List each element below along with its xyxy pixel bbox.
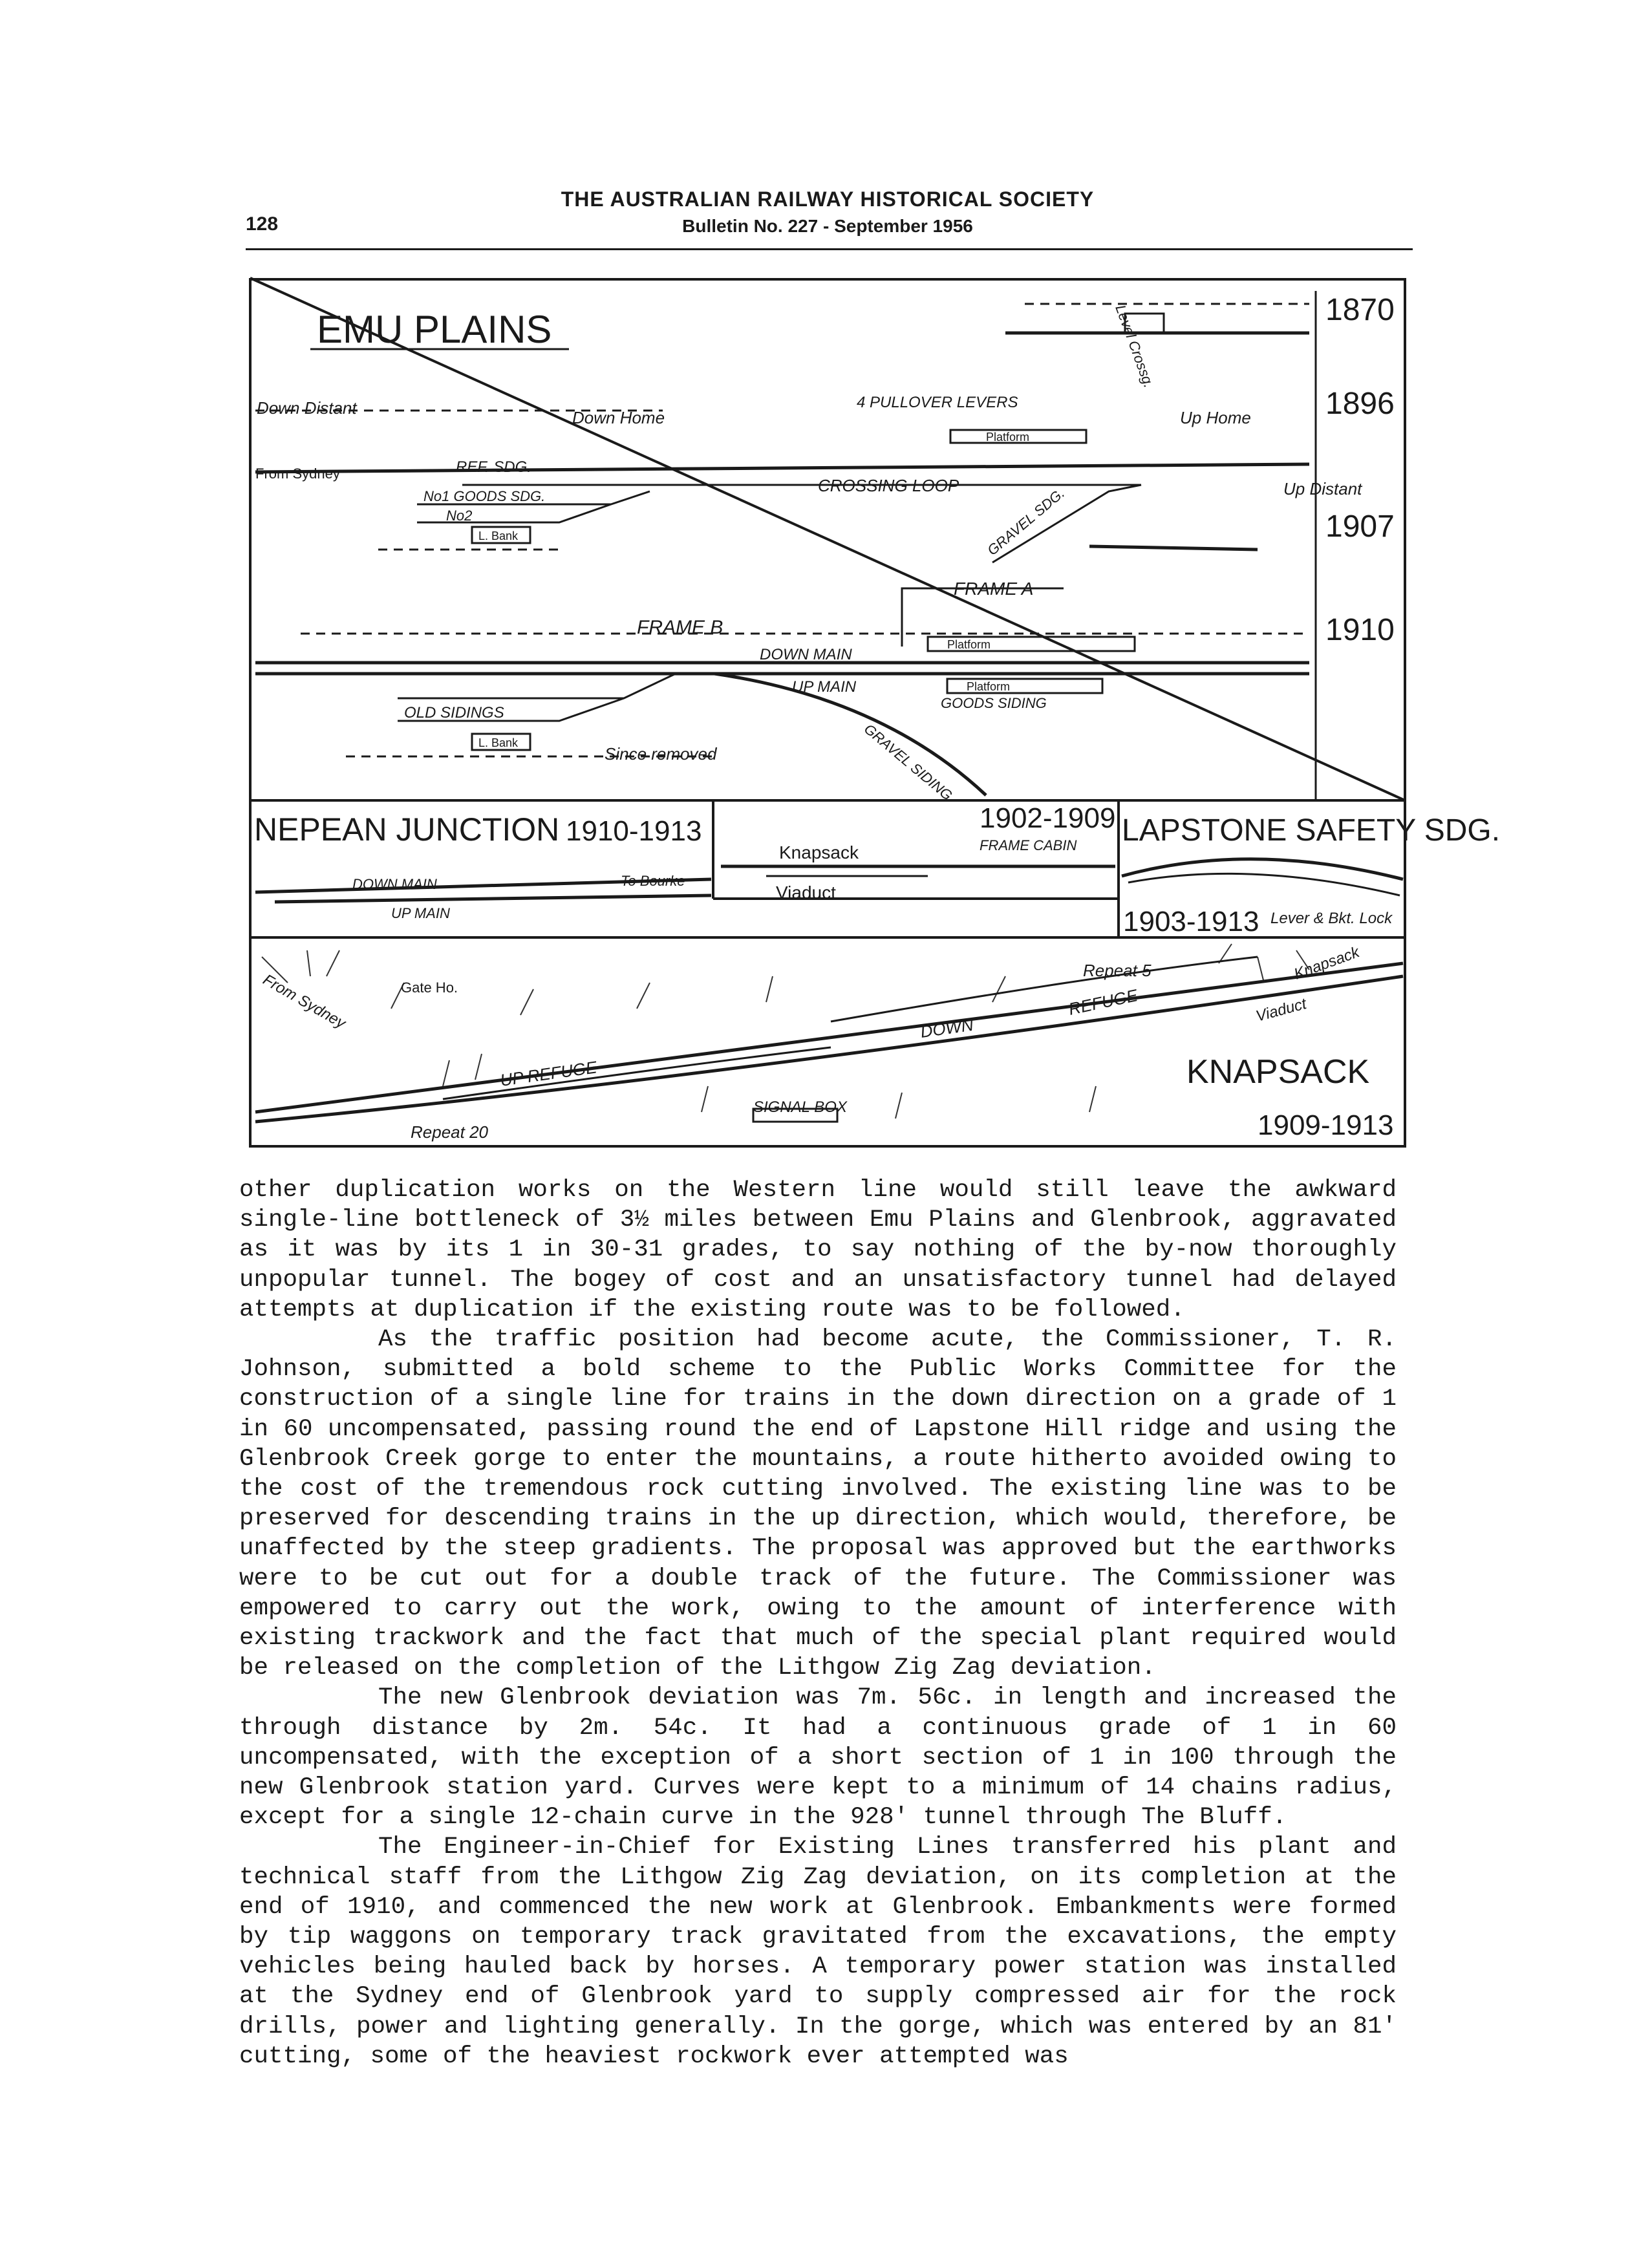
l-bank-label-1910: L. Bank xyxy=(478,736,519,749)
down-distant-label: Down Distant xyxy=(257,398,357,418)
from-sydney-label: From Sydney xyxy=(255,465,340,482)
bulletin-info: Bulletin No. 227 - September 1956 xyxy=(682,216,973,236)
ref-sdg-label: REF. SDG. xyxy=(456,458,531,476)
header-rule xyxy=(246,248,1413,250)
up-home-label: Up Home xyxy=(1180,408,1251,427)
refuge-label: REFUGE xyxy=(1067,985,1140,1019)
lapstone-main-track xyxy=(1122,859,1403,879)
level-crossing-1870: Level Crossg. xyxy=(1112,303,1157,390)
frame-b-label: FRAME B xyxy=(637,617,723,638)
year-1896: 1896 xyxy=(1325,387,1395,421)
crossing-loop-label: CROSSING LOOP xyxy=(818,476,959,495)
signal-box-label: SIGNAL BOX xyxy=(753,1098,847,1116)
up-main-label: UP MAIN xyxy=(792,678,857,696)
knapsack-years: 1909-1913 xyxy=(1258,1109,1394,1141)
gate-house-label: Gate Ho. xyxy=(401,979,458,996)
goods-sdg-label: No1 GOODS SDG. xyxy=(423,488,546,504)
lever-lock-label: Lever & Bkt. Lock xyxy=(1270,910,1393,927)
repeat5-label: Repeat 5 xyxy=(1083,961,1152,980)
nepean-junction-title: NEPEAN JUNCTION xyxy=(254,811,560,848)
frame-a-label: FRAME A xyxy=(954,579,1034,599)
to-bourke-label: To Bourke xyxy=(621,873,685,889)
track-diagram-figure xyxy=(249,278,1501,1148)
down-main-label: DOWN MAIN xyxy=(760,646,852,663)
old-sidings-label: OLD SIDINGS xyxy=(404,704,504,722)
since-removed-label: Since removed xyxy=(605,744,717,764)
up-refuge-label: UP REFUGE xyxy=(498,1057,599,1090)
goods-siding-label: GOODS SIDING xyxy=(941,695,1047,711)
nepean-down-main-label: DOWN MAIN xyxy=(352,876,437,892)
year-1870: 1870 xyxy=(1325,293,1395,327)
paragraph-1: other duplication works on the Western line would still leave the awkward single-line bottleneck of 3½ miles between Emu Plains and Glenbrook, aggravated as it was by its 1 in 30-31 grades, to say nothing of the by-now thoroughly unpopular tunnel. The bogey of cost and an unsatisfactory tunnel had delayed attempts at duplication if the existing route was to be followed. xyxy=(239,1177,1411,1323)
platform-1896-label: Platform xyxy=(986,431,1030,444)
track-diagram-svg xyxy=(249,278,1501,1148)
knapsack-title: KNAPSACK xyxy=(1186,1053,1370,1091)
knapsack-viaduct-label: Viaduct xyxy=(1254,995,1309,1025)
year-1910: 1910 xyxy=(1325,613,1395,647)
frame-cabin-label: FRAME CABIN xyxy=(980,837,1077,853)
middle-years: 1902-1909 xyxy=(980,802,1116,834)
emu-plains-bottom-border xyxy=(250,278,1405,800)
track-1907 xyxy=(1089,546,1258,550)
paragraph-3: The new Glenbrook deviation was 7m. 56c. in length and increased the through distance by 2m. 54c. It had a continuous grade of 1 in 60 uncompensated, with the exception of a short section of 1 in 100 through the new Glenbrook station yard. Curves were kept to a minimum of 14 chains radius, except for a single 12-chain curve in the 928' tunnel through The Bluff. xyxy=(239,1684,1411,1832)
nepean-junction-years: 1910-1913 xyxy=(566,815,702,847)
knapsack-from-sydney-label: From Sydney xyxy=(260,970,349,1032)
platform-1910-up-label: Platform xyxy=(967,680,1011,693)
platform-1910-down-label: Platform xyxy=(947,638,991,651)
lapstone-siding-track xyxy=(1128,873,1400,895)
l-bank-label-1896: L. Bank xyxy=(478,530,519,542)
up-distant-label: Up Distant xyxy=(1283,479,1362,498)
no2-siding-label: No2 xyxy=(446,508,473,524)
repeat20-label: Repeat 20 xyxy=(411,1122,488,1142)
old-siding-track-1 xyxy=(398,674,676,698)
emu-plains-title: EMU PLAINS xyxy=(317,308,552,351)
gravel-siding-label: GRAVEL SIDING xyxy=(861,720,956,804)
down-home-label: Down Home xyxy=(572,408,665,427)
paragraph-4: The Engineer-in-Chief for Existing Lines transferred his plant and technical staff from the Lithgow Zig Zag deviation, on its completion at the end of 1910, and commenced the new work at Glenbrook. Embankments were formed by tip waggons on temporary track gravitated from the excavations, the empty vehicles being hauled back by horses. A temporary power station was installed at the Sydney end of Glenbrook yard to supply compressed air for the rock drills, power and lighting generally. In the gorge, which was entered by an 81' cutting, some of the heaviest rockwork ever attempted was xyxy=(239,1834,1411,2070)
viaduct-label: Viaduct xyxy=(776,883,836,903)
gravel-sdg-label: GRAVEL SDG. xyxy=(984,484,1068,559)
page-number: 128 xyxy=(246,213,279,235)
article-body xyxy=(239,1175,1411,2071)
knapsack-label: Knapsack xyxy=(779,842,859,862)
down-label: DOWN xyxy=(919,1014,975,1042)
nepean-up-main-label: UP MAIN xyxy=(391,905,450,921)
lapstone-years: 1903-1913 xyxy=(1123,906,1259,937)
nepean-up-main xyxy=(275,895,711,902)
crossing-loop-main xyxy=(255,464,1309,472)
paragraph-2: As the traffic position had become acute, the Commissioner, T. R. Johnson, submitted a bold scheme to the Public Works Committee for the construction of a single line for trains in the down direction on a grade of 1 in 60 uncompensated, passing round the end of Lapstone Hill ridge and using the Glenbrook Creek gorge to enter the mountains, a route hitherto avoided owing to the cost of the tremendous rock cutting involved. The existing line was to be preserved for descending trains in the up direction, which would, therefore, be unaffected by the steep gradients. The proposal was approved but the earthworks were to be cut out for a double track of the future. The Commissioner was empowered to carry out the work, owing to the amount of interference with existing trackwork and the fact that much of the special plant required would be released on the completion of the Lithgow Zig Zag deviation. xyxy=(239,1326,1411,1682)
pullover-levers-label: 4 PULLOVER LEVERS xyxy=(857,394,1018,411)
lapstone-title: LAPSTONE SAFETY SDG. xyxy=(1122,813,1501,848)
year-1907: 1907 xyxy=(1325,509,1395,544)
society-name: THE AUSTRALIAN RAILWAY HISTORICAL SOCIETY xyxy=(561,187,1095,211)
knapsack-track-label: Knapsack xyxy=(1291,943,1362,983)
